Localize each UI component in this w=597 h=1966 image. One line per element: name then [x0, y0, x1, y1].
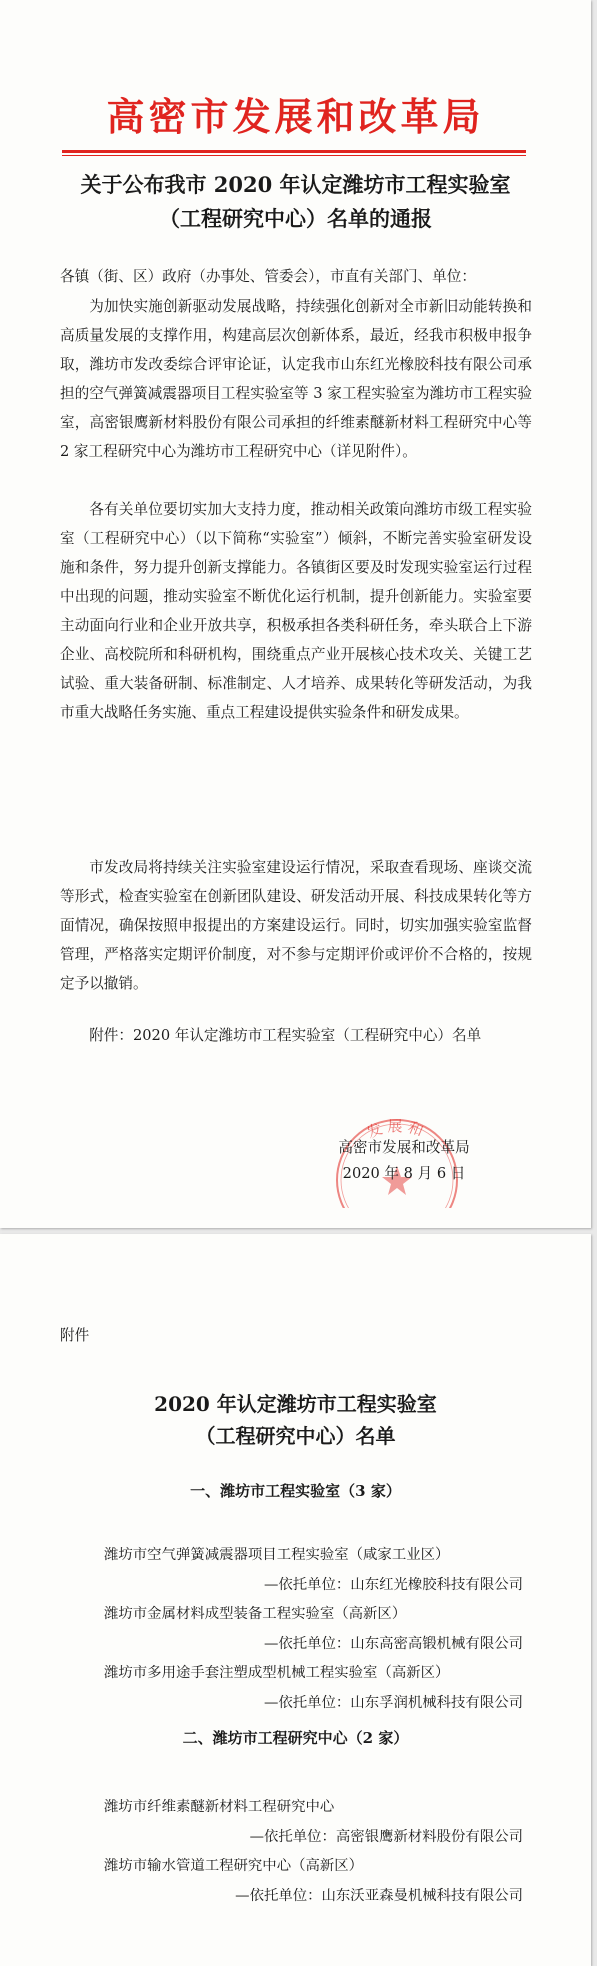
notice-title-line2: （工程研究中心）名单的通报 — [159, 206, 432, 231]
paragraph-2 — [60, 495, 532, 727]
attachment-label: 附件 — [60, 1327, 90, 1344]
notice-title-line1: 关于公布我市 2020 年认定潍坊市工程实验室 — [80, 172, 511, 197]
signature-date: 2020 年 8 月 6 日 — [342, 1165, 466, 1182]
list-title-line2: （工程研究中心）名单 — [195, 1424, 396, 1448]
entry-unit: —依托单位：山东红光橡胶科技有限公司 — [263, 1577, 523, 1593]
header-red-rule-thin — [62, 155, 526, 156]
agency-header: 高密市发展和改革局 — [106, 94, 485, 139]
entry-unit: —依托单位：山东沃亚森曼机械科技有限公司 — [235, 1888, 523, 1904]
entry-name: 潍坊市输水管道工程研究中心（高新区） — [104, 1858, 364, 1874]
paragraph-1-text: 为加快实施创新驱动发展战略，持续强化创新对全市新旧动能转换和高质量发展的支撑作用，构建高层次创新体系，最近，经我市积极申报争取，潍坊市发改委综合评审论证，认定我市山东红光橡胶科技有限公司承担的空气弹簧减震器项目工程实验室等 3 家工程实验室为潍坊市工程实验室，高密银鹰新材料股份有限公司承担的纤维素醚新材料工程研究中心等 2 家工程研究中心为潍坊市工程研究中心（详见附件）。 — [60, 298, 532, 460]
paragraph-2-text: 各有关单位要切实加大支持力度，推动相关政策向潍坊市级工程实验室（工程研究中心）（以下简称“实验室”）倾斜，不断完善实验室研发设施和条件，努力提升创新支撑能力。各镇街区要及时发现实验室运行过程中出现的问题，推动实验室不断优化运行机制，提升创新能力。实验室要主动面向行业和企业开放共享，积极承担各类科研任务，牵头联合上下游企业、高校院所和科研机构，围绕重点产业开展核心技术攻关、关键工艺试验、重大装备研制、标准制定、人才培养、成果转化等研发活动，为我市重大战略任务实施、重点工程建设提供实验条件和研发成果。 — [60, 501, 532, 721]
notice-title — [40, 168, 551, 236]
paragraph-3-text: 市发改局将持续关注实验室建设运行情况，采取查看现场、座谈交流等形式，检查实验室在创新团队建设、研发活动开展、科技成果转化等方面情况，确保按照申报提出的方案建设运行。同时，切实加强实验室监督管理，严格落实定期评价制度，对不参与定期评价或评价不合格的，按规定予以撤销。 — [60, 859, 532, 992]
header-red-rule — [62, 150, 526, 153]
paragraph-1 — [60, 292, 532, 466]
list-title-line1: 2020 年认定潍坊市工程实验室 — [154, 1392, 437, 1416]
paragraph-3 — [60, 853, 532, 998]
signature-block — [314, 1135, 494, 1187]
entry-unit: —依托单位：高密银鹰新材料股份有限公司 — [249, 1829, 523, 1845]
entry-name: 潍坊市多用途手套注塑成型机械工程实验室（高新区） — [104, 1665, 450, 1681]
entry-unit: —依托单位：山东高密高锻机械有限公司 — [263, 1636, 523, 1652]
entry-name: 潍坊市纤维素醚新材料工程研究中心 — [104, 1799, 335, 1815]
attachment-note: 附件：2020 年认定潍坊市工程实验室（工程研究中心）名单 — [89, 1027, 482, 1044]
signature-agency: 高密市发展和改革局 — [338, 1139, 470, 1156]
seal-text: 发展和 — [364, 1117, 430, 1142]
salutation: 各镇（街、区）政府（办事处、管委会），市直有关部门、单位： — [60, 268, 476, 285]
entry-unit: —依托单位：山东孚润机械科技有限公司 — [263, 1695, 523, 1711]
section-heading-centers: 二、潍坊市工程研究中心（2 家） — [182, 1729, 409, 1747]
list-title — [40, 1388, 551, 1452]
entry-name: 潍坊市金属材料成型装备工程实验室（高新区） — [104, 1606, 407, 1622]
section-heading-labs: 一、潍坊市工程实验室（3 家） — [190, 1482, 401, 1500]
entry-name: 潍坊市空气弹簧减震器项目工程实验室（咸家工业区） — [104, 1547, 450, 1563]
